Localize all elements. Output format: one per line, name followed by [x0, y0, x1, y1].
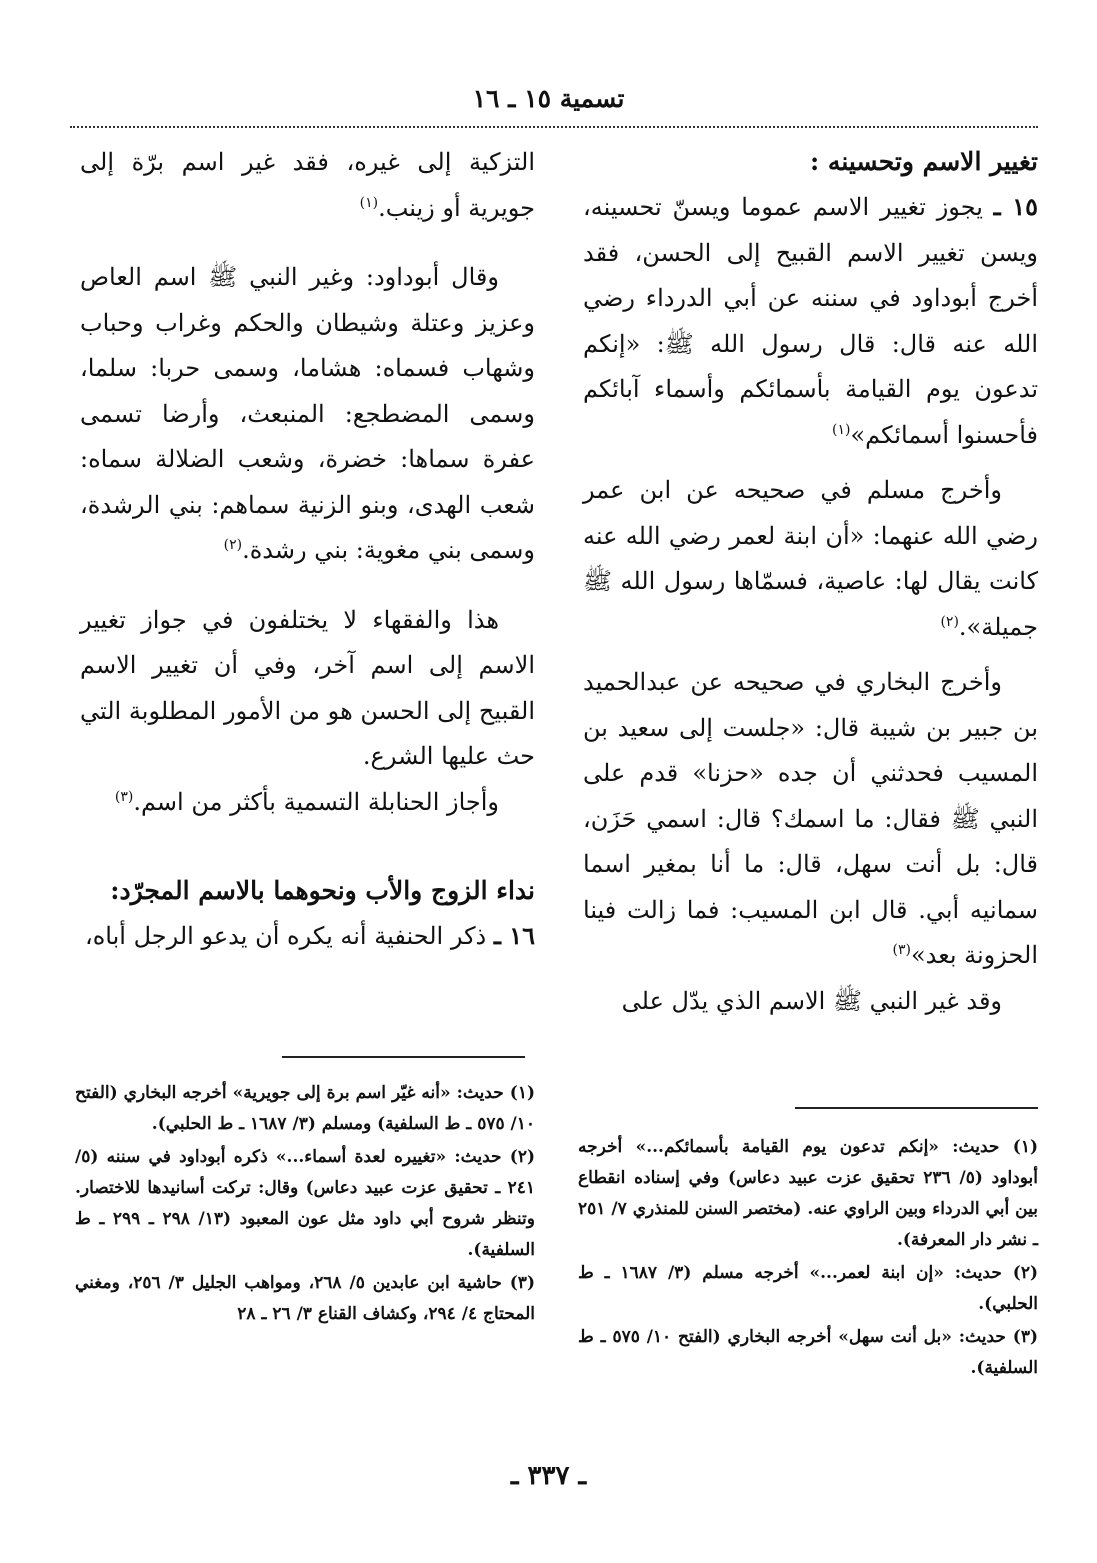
footnote-ref[interactable]: (٢) — [940, 613, 959, 630]
paragraph-text: وأخرج مسلم في صحيحه عن ابن عمر رضي الله عنهما: «أن ابنة لعمر رضي الله عنه كانت يقال لها: عاصية، فسمّاها رسول الله ﷺ جميلة». — [583, 476, 1038, 641]
footnote-item: (٢) حديث: «إن ابنة لعمر...» أخرجه مسلم (٣/ ١٦٨٧ ـ ط الحلبي). — [578, 1263, 1038, 1314]
paragraph-bukhari — [583, 660, 1038, 979]
paragraph-text: التزكية إلى غيره، فقد غير اسم برّة إلى جويرية أو زينب. — [80, 148, 535, 222]
footnote-ref[interactable]: (٣) — [892, 942, 911, 958]
footnotes-left — [75, 1078, 535, 1332]
paragraph-text: وأجاز الحنابلة التسمية بأكثر من اسم. — [133, 787, 499, 816]
paragraph-text: وقال أبوداود: وغير النبي ﷺ اسم العاص وعزيز وعتلة وشيطان والحكم وغراب وحباب وشهاب فسماه: هشاما، وسمى حربا: سلما، وسمى المضطجع: المنبعث، وأرضا تسمى عفرة سماها: خضرة، وشعب الضلالة سماه: شعب الهدى، وبنو الزنية سماهم: بني الرشدة، وسمى بني مغوية: بني رشدة. — [80, 263, 535, 564]
paragraph-abudawud — [80, 255, 535, 574]
paragraph-number: ١٦ ـ — [493, 921, 535, 950]
page-number: ـ ٣٣٧ ـ — [510, 1461, 587, 1491]
section-heading-name-change: تغيير الاسم وتحسينه : — [810, 147, 1038, 176]
footnote-divider-left — [282, 1056, 525, 1058]
footnote-item: (٢) حديث: «تغييره لعدة أسماء...» ذكره أبوداود في سننه (٥/ ٢٤١ ـ تحقيق عزت عبيد دعاس) وقال: تركت أسانيدها للاختصار. وتنظر شروح أبي داود مثل عون المعبود (١٣/ ٢٩٨ ـ ٢٩٩ ـ ط السلفية). — [75, 1147, 535, 1260]
footnote-ref[interactable]: (١) — [832, 421, 851, 438]
footnotes-right — [578, 1132, 1038, 1386]
footnote-divider-right — [795, 1107, 1038, 1109]
right-column — [583, 140, 1038, 1024]
paragraph-text: وقد غير النبي ﷺ الاسم الذي يدّل على — [621, 986, 1002, 1015]
section-heading-addressing: نداء الزوج والأب ونحوهما بالاسم المجرّد: — [110, 876, 535, 905]
paragraph-16 — [80, 913, 535, 960]
paragraph-number: ١٥ ـ — [993, 192, 1038, 221]
footnote-item: (١) حديث: «أنه غيّر اسم برة إلى جويرية» أخرجه البخاري (الفتح ١٠/ ٥٧٥ ـ ط السلفية) ومسلم (٣/ ١٦٨٧ ـ ط الحلبي). — [75, 1083, 535, 1134]
header-divider — [70, 126, 1038, 128]
footnote-ref[interactable]: (٣) — [114, 788, 134, 805]
paragraph-muslim — [583, 468, 1038, 650]
paragraph-text: ذكر الحنفية أنه يكره أن يدعو الرجل أباه، — [84, 922, 487, 950]
paragraph-text: هذا والفقهاء لا يختلفون في جواز تغيير الاسم إلى اسم آخر، وفي أن تغيير الاسم القبيح إلى الحسن هو من الأمور المطلوبة التي حث عليها الشرع. — [80, 605, 535, 770]
running-title: تسمية ١٥ ـ ١٦ — [472, 84, 625, 113]
paragraph-continued — [583, 979, 1038, 1025]
paragraph-text: يجوز تغيير الاسم عموما ويسنّ تحسينه، ويسن تغيير الاسم القبيح إلى الحسن، فقد أخرج أبوداود في سننه عن أبي الدرداء رضي الله عنه قال: قال رسول الله ﷺ: «إنكم تدعون يوم القيامة بأسمائكم وأسماء آبائكم فأحسنوا أسمائكم» — [583, 193, 1038, 449]
footnote-item: (١) حديث: «إنكم تدعون يوم القيامة بأسمائكم...» أخرجه أبوداود (٥/ ٢٣٦ تحقيق عزت عبيد دعاس) وفي إسناده انقطاع بين أبي الدرداء وبين الراوي عنه. (مختصر السنن للمنذري ٧/ ٢٥١ ـ نشر دار المعرفة). — [578, 1137, 1038, 1250]
left-column — [80, 140, 535, 960]
footnote-item: (٣) حاشية ابن عابدين ٥/ ٢٦٨، ومواهب الجليل ٣/ ٢٥٦، ومغني المحتاج ٤/ ٢٩٤، وكشاف القناع ٣/ ٢٦ ـ ٢٨ — [75, 1273, 535, 1324]
paragraph-continuation — [80, 140, 535, 231]
footnote-item: (٣) حديث: «بل أنت سهل» أخرجه البخاري (الفتح ١٠/ ٥٧٥ ـ ط السلفية). — [578, 1327, 1038, 1378]
paragraph-15 — [583, 184, 1038, 458]
paragraph-jurists — [80, 598, 535, 780]
paragraph-hanabila — [80, 780, 535, 826]
footnote-ref[interactable]: (١) — [359, 194, 379, 211]
paragraph-text: وأخرج البخاري في صحيحه عن عبدالحميد بن جبير بن شيبة قال: «جلست إلى سعيد بن المسيب فحدثني أن جده «حزنا» قدم على النبي ﷺ فقال: ما اسمك؟ قال: اسمي حَزَن، قال: بل أنت سهل، قال: ما أنا بمغير اسما سمانيه أبي. قال ابن المسيب: فما زالت فينا الحزونة بعد» — [583, 668, 1038, 969]
footnote-ref[interactable]: (٢) — [223, 537, 243, 553]
